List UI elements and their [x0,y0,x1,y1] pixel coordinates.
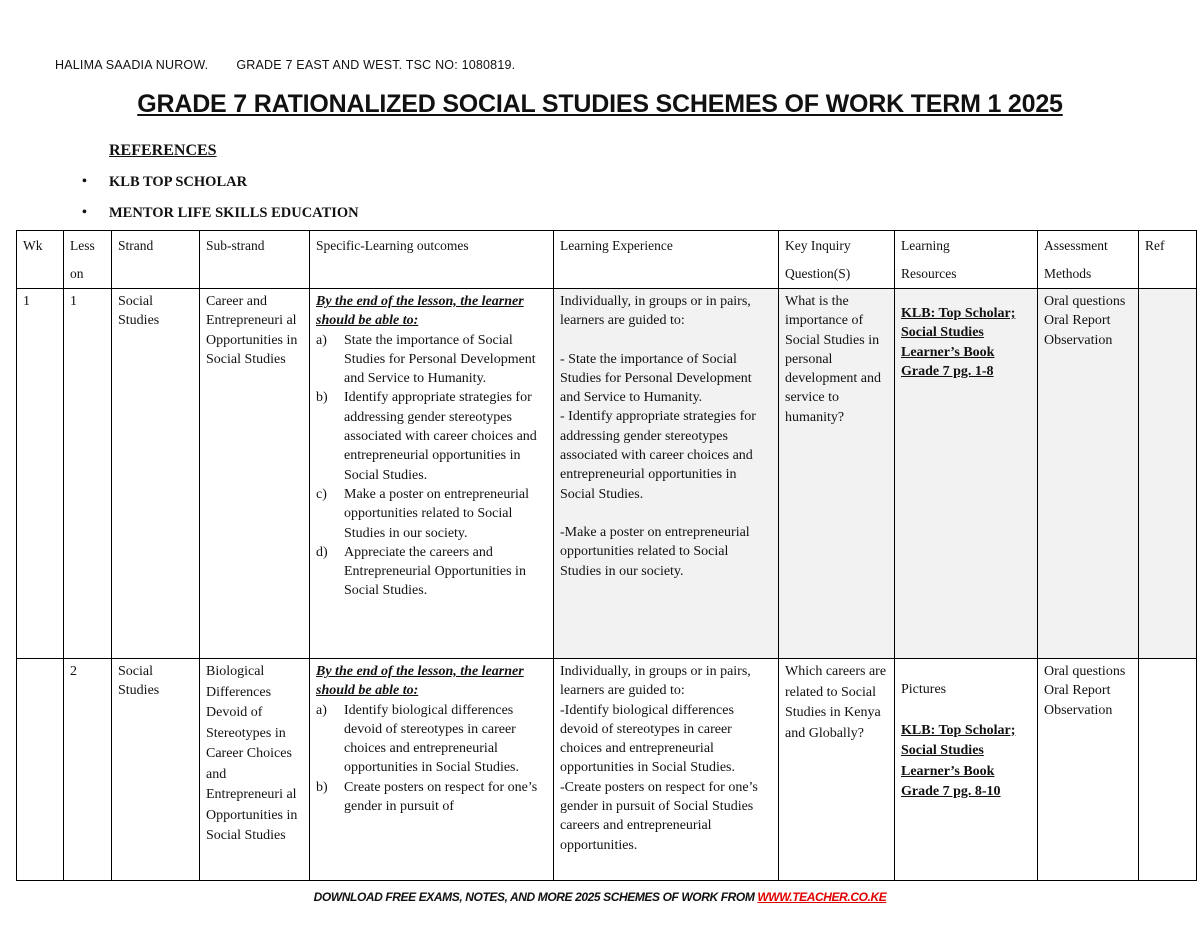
references-list [80,172,359,234]
assessment-method: Oral Report [1044,313,1111,329]
outcomes-list [316,331,547,601]
week-cell [17,659,64,881]
col-header-strand: Strand [112,231,200,289]
outcome-item: b) Create posters on respect for one’s gender in pursuit of [316,779,538,815]
outcome-item: c) Make a poster on entrepreneurial opportunities related to Social Studies in our society. [316,486,530,541]
scheme-table [16,230,1197,881]
table-header-row [17,231,1197,289]
experience-cell [554,289,779,659]
experience-line: - State the importance of Social Studies for Personal Development and Service to Humanity. [560,351,752,406]
outcomes-intro: By the end of the lesson, the learner should be able to: [316,664,524,699]
inquiry-cell: Which careers are related to Social Studies in Kenya and Globally? [779,659,895,881]
assessment-method: Oral questions [1044,664,1126,679]
experience-line: Individually, in groups or in pairs, learners are guided to: [560,294,751,329]
assessment-method: Observation [1044,332,1113,348]
lesson-cell: 2 [64,659,112,881]
experience-line: -Identify biological differences devoid of stereotypes in career choices and entrepreneurial opportunities in Social Studies. [560,702,735,776]
footer-website-link[interactable]: WWW.TEACHER.CO.KE [757,890,887,904]
ref-cell [1139,659,1197,881]
strand-cell: Social Studies [112,289,200,659]
outcome-item: b) Identify appropriate strategies for addressing gender stereotypes associated with career choices and entrepreneurial opportunities in Social Studies. [316,390,537,483]
assessment-cell [1038,659,1139,881]
document-header [55,58,515,72]
outcome-item: d) Appreciate the careers and Entrepreneurial Opportunities in Social Studies. [316,544,526,599]
col-header-week: Wk [17,231,64,289]
assessment-method: Oral questions [1044,294,1126,309]
experience-line: -Create posters on respect for one’s gender in pursuit of Social Studies careers and entrepreneurial opportunities. [560,779,758,853]
col-header-inquiry: Key Inquiry Question(S) [779,231,895,289]
outcome-item: a) State the importance of Social Studies for Personal Development and Service to Humanity. [316,332,536,387]
lesson-cell: 1 [64,289,112,659]
week-cell: 1 [17,289,64,659]
footer-text: DOWNLOAD FREE EXAMS, NOTES, AND MORE 2025 SCHEMES OF WORK FROM [313,890,758,904]
col-header-outcomes: Specific-Learning outcomes [310,231,554,289]
strand-cell: Social Studies [112,659,200,881]
reference-item: • MENTOR LIFE SKILLS EDUCATION [80,203,359,234]
page-title: GRADE 7 RATIONALIZED SOCIAL STUDIES SCHEMES OF WORK TERM 1 2025 [137,90,1063,118]
substrand-cell: Career and Entrepreneuri al Opportunities in Social Studies [200,289,310,659]
col-header-ref: Ref [1139,231,1197,289]
table-row [17,289,1197,659]
col-header-lesson: Less on [64,231,112,289]
outcomes-list [316,701,547,817]
col-header-experience: Learning Experience [554,231,779,289]
resource-reference: KLB: Top Scholar; Social Studies Learner’s Book Grade 7 pg. 1-8 [901,306,1016,379]
teacher-details: GRADE 7 EAST AND WEST. TSC NO: 1080819. [236,58,516,72]
inquiry-cell: What is the importance of Social Studies in personal development and service to humanity? [779,289,895,659]
references-heading: REFERENCES [109,142,217,159]
resources-cell [895,659,1038,881]
assessment-method: Observation [1044,702,1113,718]
experience-line: - Identify appropriate strategies for addressing gender stereotypes associated with career choices and entrepreneurial opportunities in Social Studies. [560,409,756,502]
outcomes-intro: By the end of the lesson, the learner should be able to: [316,294,524,329]
teacher-name: HALIMA SAADIA NUROW. [55,58,209,72]
table-row [17,659,1197,881]
assessment-method: Oral Report [1044,683,1111,699]
resources-cell [895,289,1038,659]
substrand-cell: Biological Differences Devoid of Stereotypes in Career Choices and Entrepreneuri al Opportunities in Social Studies [200,659,310,881]
footer-banner [0,890,1200,904]
experience-line: -Make a poster on entrepreneurial opportunities related to Social Studies in our society. [560,524,750,579]
resource-reference: KLB: Top Scholar; Social Studies Learner’s Book Grade 7 pg. 8-10 [901,722,1016,799]
resource-item: Pictures [901,682,947,697]
ref-cell [1139,289,1197,659]
experience-line: Individually, in groups or in pairs, learners are guided to: [560,664,751,699]
col-header-substrand: Sub-strand [200,231,310,289]
outcomes-cell [310,659,554,881]
outcomes-cell [310,289,554,659]
outcome-item: a) Identify biological differences devoid of stereotypes in career choices and entrepreneurial opportunities in Social Studies. [316,702,519,776]
reference-item: • KLB TOP SCHOLAR [80,172,359,203]
col-header-resources: Learning Resources [895,231,1038,289]
experience-cell [554,659,779,881]
col-header-assessment: Assessment Methods [1038,231,1139,289]
assessment-cell [1038,289,1139,659]
